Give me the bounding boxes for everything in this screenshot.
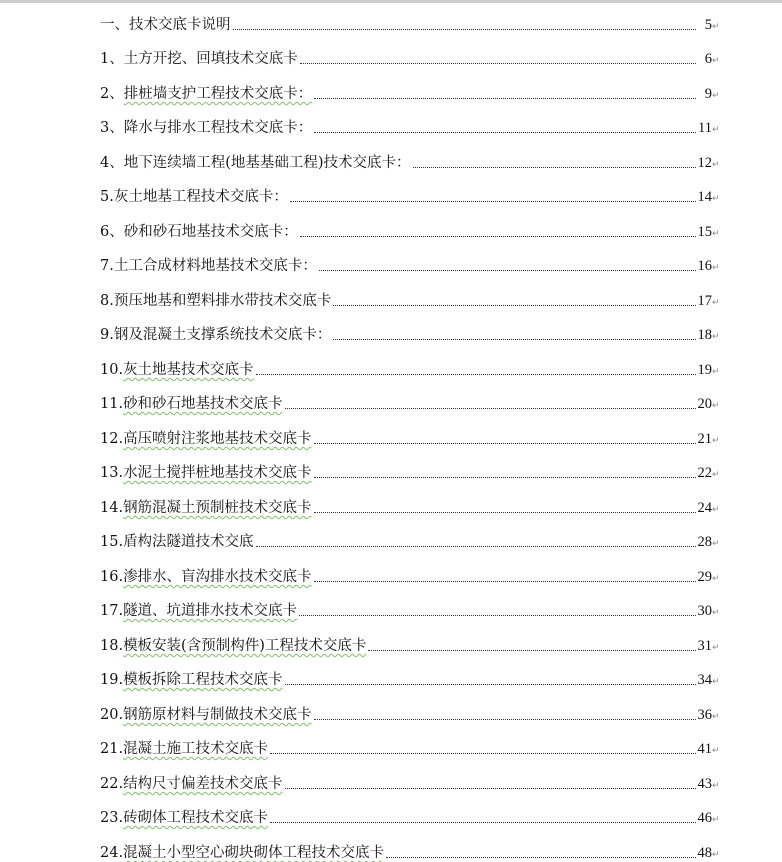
- toc-entry-title: 盾构法隧道技术交底: [123, 534, 254, 550]
- toc-entry-number: 6、: [100, 224, 124, 240]
- toc-entry-number: 13.: [100, 465, 124, 481]
- dot-leader: [256, 373, 696, 375]
- dot-leader: [300, 62, 696, 64]
- paragraph-mark-icon: ↵: [712, 781, 720, 791]
- toc-entry-page: 20: [697, 396, 712, 412]
- toc-entry-title: 预压地基和塑料排水带技术交底卡: [113, 293, 332, 309]
- toc-entry-number: 4、: [100, 155, 124, 171]
- toc-entry-number: 24.: [100, 845, 124, 861]
- toc-entry[interactable]: [100, 529, 720, 551]
- dot-leader: [314, 97, 696, 99]
- toc-entry[interactable]: [100, 46, 720, 68]
- dot-leader: [285, 683, 696, 685]
- toc-entry[interactable]: [100, 357, 720, 379]
- dot-leader: [270, 821, 695, 823]
- toc-entry-label: [100, 85, 312, 103]
- toc-entry-label: [100, 223, 298, 241]
- toc-entry-label: [100, 430, 312, 448]
- toc-entry-page: 41: [697, 741, 712, 757]
- toc-entry-number: 20.: [100, 707, 124, 723]
- toc-entry-number: 1、: [100, 51, 124, 67]
- paragraph-mark-icon: ↵: [712, 643, 720, 653]
- toc-entry-page: 31: [697, 638, 712, 654]
- paragraph-mark-icon: ↵: [712, 746, 720, 756]
- toc-entry-number: 一、: [100, 17, 129, 33]
- toc-entry-number: 18.: [100, 638, 124, 654]
- paragraph-mark-icon: ↵: [712, 712, 720, 722]
- dot-leader: [314, 511, 696, 513]
- toc-entry-page: 36: [697, 707, 712, 723]
- paragraph-mark-icon: ↵: [712, 263, 720, 273]
- dot-leader: [233, 28, 697, 30]
- toc-entry-page: 24: [697, 500, 712, 516]
- toc-entry-page: 30: [697, 603, 712, 619]
- toc-entry-number: 12.: [100, 431, 124, 447]
- toc-entry-title: 渗排水、盲沟排水技术交底卡: [123, 569, 312, 585]
- toc-entry[interactable]: [100, 598, 720, 620]
- toc-entry-page: 15: [697, 224, 712, 240]
- toc-entry[interactable]: [100, 460, 720, 482]
- toc-entry[interactable]: [100, 495, 720, 517]
- paragraph-mark-icon: ↵: [712, 229, 720, 239]
- toc-entry-page: 9: [704, 86, 712, 102]
- dot-leader: [314, 718, 696, 720]
- toc-entry-title: 钢及混凝土支撑系统技术交底卡：: [113, 327, 332, 343]
- paragraph-mark-icon: ↵: [712, 436, 720, 446]
- paragraph-mark-icon: ↵: [712, 298, 720, 308]
- paragraph-mark-icon: ↵: [712, 850, 720, 860]
- toc-entry-page: 29: [697, 569, 712, 585]
- dot-leader: [333, 338, 695, 340]
- toc-entry[interactable]: [100, 667, 720, 689]
- toc-entry-page: 19: [697, 362, 712, 378]
- toc-entry-number: 21.: [100, 741, 124, 757]
- toc-entry[interactable]: [100, 322, 720, 344]
- paragraph-mark-icon: ↵: [712, 470, 720, 480]
- toc-entry-label: [100, 119, 312, 137]
- paragraph-mark-icon: ↵: [712, 125, 720, 135]
- dot-leader: [290, 200, 696, 202]
- toc-entry-title: 灰土地基技术交底卡: [123, 362, 254, 378]
- toc-entry[interactable]: [100, 736, 720, 758]
- toc-entry-number: 5.: [100, 189, 114, 205]
- paragraph-mark-icon: ↵: [712, 194, 720, 204]
- dot-leader: [386, 856, 695, 858]
- paragraph-mark-icon: ↵: [712, 677, 720, 687]
- toc-entry-label: [100, 568, 312, 586]
- dot-leader: [413, 166, 696, 168]
- toc-entry-page: 16: [697, 258, 712, 274]
- dot-leader: [285, 407, 696, 409]
- toc-entry-label: [100, 154, 411, 172]
- toc-entry-number: 14.: [100, 500, 124, 516]
- toc-entry-label: [100, 671, 283, 689]
- toc-entry-title: 结构尺寸偏差技术交底卡: [123, 776, 283, 792]
- toc-entry-label: [100, 464, 312, 482]
- toc-entry-label: [100, 292, 331, 310]
- paragraph-mark-icon: ↵: [712, 815, 720, 825]
- toc-entry-number: 11.: [100, 396, 124, 412]
- toc-entry-title: 土工合成材料地基技术交底卡：: [113, 258, 317, 274]
- toc-entry-number: 9.: [100, 327, 114, 343]
- toc-entry-number: 8.: [100, 293, 114, 309]
- toc-entry-page: 21: [697, 431, 712, 447]
- toc-entry-number: 2、: [100, 86, 124, 102]
- toc-entry-label: [100, 844, 384, 862]
- toc-entry[interactable]: [100, 219, 720, 241]
- toc-entry-page: 48: [697, 845, 712, 861]
- toc-entry-label: [100, 16, 231, 34]
- toc-entry-page: 6: [704, 51, 712, 67]
- toc-entry-title: 砂和砂石地基技术交底卡: [123, 396, 283, 412]
- toc-entry-number: 10.: [100, 362, 124, 378]
- dot-leader: [368, 649, 695, 651]
- toc-entry-number: 17.: [100, 603, 124, 619]
- toc-entry[interactable]: [100, 12, 720, 34]
- dot-leader: [314, 131, 696, 133]
- paragraph-mark-icon: ↵: [712, 401, 720, 411]
- toc-entry-label: [100, 740, 268, 758]
- toc-entry-title: 土方开挖、回填技术交底卡: [123, 51, 298, 67]
- toc-entry-page: 18: [697, 327, 712, 343]
- toc-entry-page: 28: [697, 534, 712, 550]
- paragraph-mark-icon: ↵: [712, 505, 720, 515]
- toc-entry-title: 水泥土搅拌桩地基技术交底卡: [123, 465, 312, 481]
- dot-leader: [300, 235, 696, 237]
- toc-entry[interactable]: [100, 564, 720, 586]
- toc-entry-label: [100, 326, 331, 344]
- toc-entry-number: 22.: [100, 776, 124, 792]
- toc-entry-title: 排桩墙支护工程技术交底卡：: [123, 86, 313, 102]
- dot-leader: [319, 269, 696, 271]
- paragraph-mark-icon: ↵: [712, 160, 720, 170]
- toc-entry-number: 16.: [100, 569, 124, 585]
- dot-leader: [285, 787, 696, 789]
- toc-entry-label: [100, 706, 312, 724]
- toc-entry-title: 灰土地基工程技术交底卡：: [113, 189, 288, 205]
- toc-entry[interactable]: [100, 633, 720, 655]
- dot-leader: [314, 442, 696, 444]
- toc-entry-number: 23.: [100, 810, 124, 826]
- toc-entry-number: 7.: [100, 258, 114, 274]
- dot-leader: [314, 580, 696, 582]
- toc-entry-page: 17: [697, 293, 712, 309]
- paragraph-mark-icon: ↵: [712, 574, 720, 584]
- toc-entry-label: [100, 775, 283, 793]
- toc-entry[interactable]: [100, 288, 720, 310]
- paragraph-mark-icon: ↵: [712, 22, 720, 32]
- toc-entry-label: [100, 395, 283, 413]
- toc-entry[interactable]: [100, 771, 720, 793]
- toc-entry-title: 混凝土施工技术交底卡: [123, 741, 269, 757]
- dot-leader: [299, 614, 695, 616]
- toc-entry-title: 模板拆除工程技术交底卡: [123, 672, 283, 688]
- paragraph-mark-icon: ↵: [712, 56, 720, 66]
- paragraph-mark-icon: ↵: [712, 608, 720, 618]
- toc-entry[interactable]: [100, 391, 720, 413]
- paragraph-mark-icon: ↵: [712, 332, 720, 342]
- toc-entry-page: 5: [704, 17, 712, 33]
- toc-entry-title: 钢筋原材料与制做技术交底卡: [123, 707, 312, 723]
- dot-leader: [333, 304, 695, 306]
- toc-entry-title: 砂和砂石地基技术交底卡：: [123, 224, 298, 240]
- toc-entry-title: 隧道、坑道排水技术交底卡: [123, 603, 298, 619]
- toc-entry-number: 3、: [100, 120, 124, 136]
- toc-entry-page: 14: [697, 189, 712, 205]
- toc-entry-label: [100, 637, 366, 655]
- toc-entry-title: 地下连续墙工程(地基基础工程)技术交底卡：: [123, 155, 411, 171]
- toc-entry-title: 钢筋混凝土预制桩技术交底卡: [123, 500, 312, 516]
- toc-entry-page: 46: [697, 810, 712, 826]
- toc-entry[interactable]: [100, 81, 720, 103]
- paragraph-mark-icon: ↵: [712, 91, 720, 101]
- toc-entry-title: 砖砌体工程技术交底卡: [123, 810, 269, 826]
- toc-entry-page: 22: [697, 465, 712, 481]
- toc-entry-label: [100, 361, 254, 379]
- toc-entry-label: [100, 499, 312, 517]
- toc-entry-page: 34: [697, 672, 712, 688]
- toc-entry[interactable]: [100, 253, 720, 275]
- toc-entry-label: [100, 257, 317, 275]
- dot-leader: [270, 752, 695, 754]
- toc-entry-label: [100, 809, 268, 827]
- toc-entry-label: [100, 50, 298, 68]
- toc-entry-title: 降水与排水工程技术交底卡：: [123, 120, 313, 136]
- toc-entry-title: 模板安装(含预制构件)工程技术交底卡: [123, 638, 367, 654]
- toc-entry-page: 43: [697, 776, 712, 792]
- toc-entry-title: 混凝土小型空心砌块砌体工程技术交底卡: [123, 845, 385, 861]
- paragraph-mark-icon: ↵: [712, 367, 720, 377]
- toc-entry-label: [100, 602, 297, 620]
- toc-entry-page: 12: [697, 155, 712, 171]
- toc-entry[interactable]: [100, 426, 720, 448]
- toc-entry-page: 11: [698, 120, 712, 136]
- toc-entry[interactable]: [100, 805, 720, 827]
- paragraph-mark-icon: ↵: [712, 539, 720, 549]
- toc-entry[interactable]: [100, 184, 720, 206]
- toc-entry[interactable]: [100, 115, 720, 137]
- dot-leader: [256, 545, 696, 547]
- toc-entry-title: 高压喷射注浆地基技术交底卡: [123, 431, 312, 447]
- toc-entry-number: 15.: [100, 534, 124, 550]
- toc-entry[interactable]: [100, 702, 720, 724]
- toc-entry-label: [100, 188, 288, 206]
- toc-entry-title: 技术交底卡说明: [129, 17, 231, 33]
- toc-entry[interactable]: [100, 150, 720, 172]
- dot-leader: [314, 476, 696, 478]
- toc-entry-number: 19.: [100, 672, 124, 688]
- toc-entry-label: [100, 533, 254, 551]
